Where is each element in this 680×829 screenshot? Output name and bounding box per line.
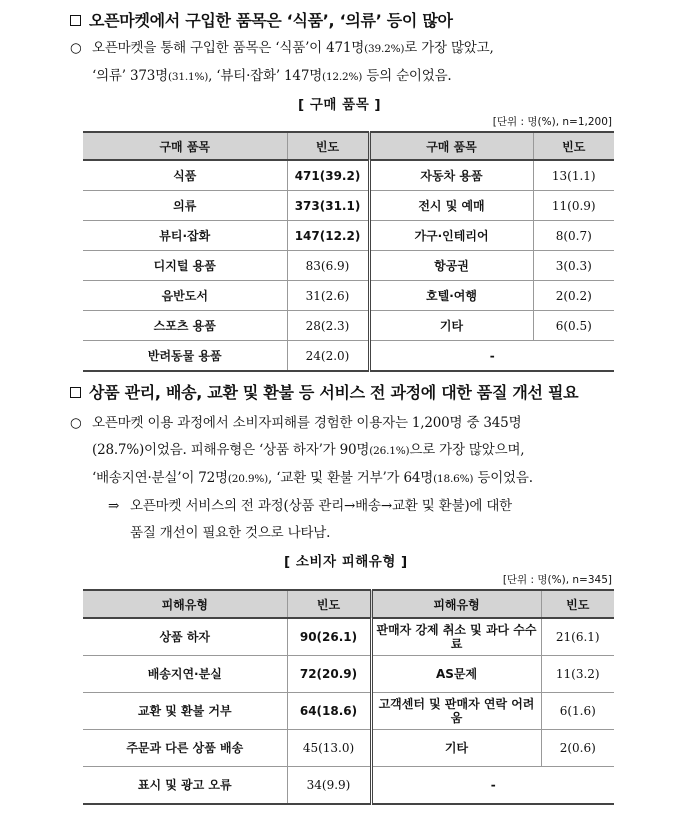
empty-cell: - bbox=[371, 767, 614, 805]
text: (39.2%) bbox=[364, 43, 405, 55]
column-header: 빈도 bbox=[541, 590, 614, 618]
frequency-cell: 45(13.0) bbox=[287, 730, 371, 767]
section-heading-2 bbox=[70, 380, 578, 403]
text: 오픈마켓 이용 과정에서 소비자피해를 경험한 이용자는 1,200명 중 345명 bbox=[92, 415, 522, 431]
table-caption-damage: [ 소비자 피해유형 ] bbox=[284, 554, 408, 570]
column-header: 피해유형 bbox=[83, 590, 287, 618]
paragraph-line bbox=[70, 437, 533, 465]
frequency-cell: 83(6.9) bbox=[287, 251, 369, 281]
column-header: 피해유형 bbox=[371, 590, 541, 618]
frequency-cell: 72(20.9) bbox=[287, 656, 371, 693]
category-cell: 가구·인테리어 bbox=[369, 221, 533, 251]
circle-bullet-icon: ○ bbox=[70, 415, 82, 431]
frequency-cell: 31(2.6) bbox=[287, 281, 369, 311]
unit-label-1: [단위 : 명(%), n=1,200] bbox=[492, 116, 612, 128]
category-cell: 교환 및 환불 거부 bbox=[83, 693, 287, 730]
circle-bullet-icon: ○ bbox=[70, 40, 82, 56]
text: 오픈마켓 서비스의 전 과정(상품 관리→배송→교환 및 환불)에 대한 bbox=[130, 498, 513, 514]
text: 품질 개선이 필요한 것으로 나타남. bbox=[130, 525, 331, 541]
category-cell: 디지털 용품 bbox=[83, 251, 287, 281]
unit-label-2: [단위 : 명(%), n=345] bbox=[502, 574, 612, 586]
text: (18.6%) bbox=[433, 473, 474, 485]
category-cell: 뷰티·잡화 bbox=[83, 221, 287, 251]
category-cell: 식품 bbox=[83, 160, 287, 191]
table-row bbox=[83, 251, 614, 281]
table-header-row bbox=[83, 132, 614, 160]
purchase-items-table bbox=[83, 131, 614, 372]
section2-paragraph bbox=[70, 410, 533, 547]
text: (31.1%) bbox=[167, 71, 209, 83]
frequency-cell: 11(3.2) bbox=[541, 656, 614, 693]
frequency-cell: 3(0.3) bbox=[533, 251, 614, 281]
text: , ‘뷰티·잡화’ 147명 bbox=[208, 68, 323, 84]
text: ‘배송지연·분실’이 72명 bbox=[92, 470, 228, 486]
category-cell: 전시 및 예매 bbox=[369, 191, 533, 221]
text: (26.1%) bbox=[369, 445, 410, 457]
category-cell: 배송지연·분실 bbox=[83, 656, 287, 693]
section-heading-1-text: 오픈마켓에서 구입한 품목은 ‘식품’, ‘의류’ 등이 많아 bbox=[89, 11, 453, 30]
text: (12.2%) bbox=[322, 71, 363, 83]
table-header-row bbox=[83, 590, 614, 618]
column-header: 구매 품목 bbox=[83, 132, 287, 160]
double-arrow-icon: ⇒ bbox=[108, 498, 120, 514]
checkbox-square-icon bbox=[70, 15, 81, 26]
text: (20.9%) bbox=[227, 473, 269, 485]
frequency-cell: 24(2.0) bbox=[287, 341, 369, 372]
section1-paragraph bbox=[70, 35, 494, 91]
table-row bbox=[83, 160, 614, 191]
frequency-cell: 28(2.3) bbox=[287, 311, 369, 341]
table-row bbox=[83, 311, 614, 341]
section-heading-1 bbox=[70, 8, 453, 31]
text: ‘의류’ 373명 bbox=[92, 68, 168, 84]
paragraph-line bbox=[70, 465, 533, 493]
category-cell: 기타 bbox=[369, 311, 533, 341]
text: (28.7%)이었음. 피해유형은 ‘상품 하자’가 90명 bbox=[92, 442, 370, 458]
category-cell: AS문제 bbox=[371, 656, 541, 693]
frequency-cell: 373(31.1) bbox=[287, 191, 369, 221]
paragraph-line bbox=[70, 63, 494, 91]
frequency-cell: 471(39.2) bbox=[287, 160, 369, 191]
empty-cell: - bbox=[369, 341, 614, 372]
table-row bbox=[83, 341, 614, 372]
text: 로 가장 많았고, bbox=[404, 40, 494, 56]
column-header: 빈도 bbox=[287, 132, 369, 160]
table-row bbox=[83, 191, 614, 221]
paragraph-line bbox=[70, 493, 533, 520]
damage-types-table bbox=[83, 589, 614, 805]
category-cell: 기타 bbox=[371, 730, 541, 767]
text: 등의 순이었음. bbox=[362, 68, 452, 84]
frequency-cell: 2(0.6) bbox=[541, 730, 614, 767]
paragraph-line bbox=[70, 410, 533, 437]
table-caption-purchase: [ 구매 품목 ] bbox=[298, 97, 382, 113]
frequency-cell: 11(0.9) bbox=[533, 191, 614, 221]
category-cell: 스포츠 용품 bbox=[83, 311, 287, 341]
category-cell: 항공권 bbox=[369, 251, 533, 281]
frequency-cell: 147(12.2) bbox=[287, 221, 369, 251]
category-cell: 자동차 용품 bbox=[369, 160, 533, 191]
category-cell: 반려동물 용품 bbox=[83, 341, 287, 372]
paragraph-line bbox=[70, 520, 533, 547]
text: 으로 가장 많았으며, bbox=[409, 442, 525, 458]
column-header: 빈도 bbox=[287, 590, 371, 618]
frequency-cell: 6(1.6) bbox=[541, 693, 614, 730]
frequency-cell: 8(0.7) bbox=[533, 221, 614, 251]
category-cell: 주문과 다른 상품 배송 bbox=[83, 730, 287, 767]
category-cell: 고객센터 및 판매자 연락 어려움 bbox=[371, 693, 541, 730]
category-cell: 의류 bbox=[83, 191, 287, 221]
column-header: 구매 품목 bbox=[369, 132, 533, 160]
text: 등이었음. bbox=[473, 470, 533, 486]
table-row bbox=[83, 656, 614, 693]
category-cell: 상품 하자 bbox=[83, 618, 287, 656]
column-header: 빈도 bbox=[533, 132, 614, 160]
section-heading-2-text: 상품 관리, 배송, 교환 및 환불 등 서비스 전 과정에 대한 품질 개선 필요 bbox=[89, 383, 579, 402]
table-row bbox=[83, 281, 614, 311]
frequency-cell: 21(6.1) bbox=[541, 618, 614, 656]
checkbox-square-icon bbox=[70, 387, 81, 398]
table-row bbox=[83, 693, 614, 730]
frequency-cell: 90(26.1) bbox=[287, 618, 371, 656]
category-cell: 판매자 강제 취소 및 과다 수수료 bbox=[371, 618, 541, 656]
table-row bbox=[83, 730, 614, 767]
category-cell: 표시 및 광고 오류 bbox=[83, 767, 287, 805]
category-cell: 음반도서 bbox=[83, 281, 287, 311]
frequency-cell: 13(1.1) bbox=[533, 160, 614, 191]
paragraph-line bbox=[70, 35, 494, 63]
table-row bbox=[83, 221, 614, 251]
table-row bbox=[83, 767, 614, 805]
category-cell: 호텔·여행 bbox=[369, 281, 533, 311]
frequency-cell: 64(18.6) bbox=[287, 693, 371, 730]
text: 오픈마켓을 통해 구입한 품목은 ‘식품’이 471명 bbox=[92, 40, 365, 56]
frequency-cell: 6(0.5) bbox=[533, 311, 614, 341]
frequency-cell: 2(0.2) bbox=[533, 281, 614, 311]
text: , ‘교환 및 환불 거부’가 64명 bbox=[268, 470, 434, 486]
table-row bbox=[83, 618, 614, 656]
frequency-cell: 34(9.9) bbox=[287, 767, 371, 805]
